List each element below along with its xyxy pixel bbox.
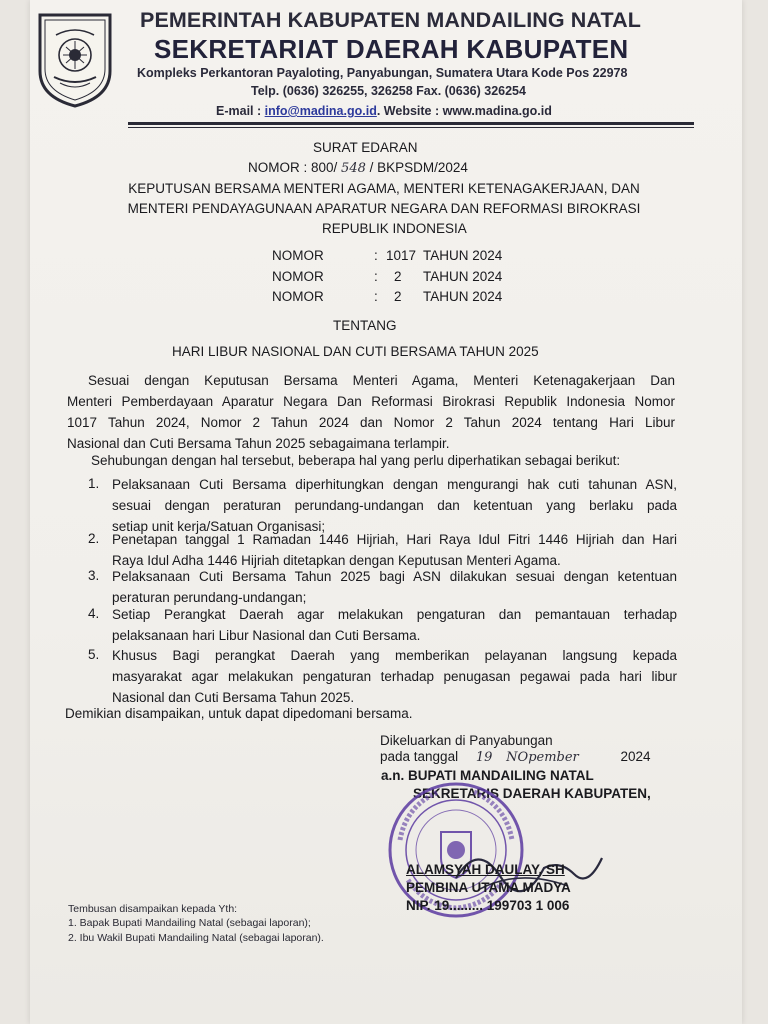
number-separator: : bbox=[374, 269, 378, 284]
number-value: 2 bbox=[394, 289, 402, 304]
number-year: TAHUN 2024 bbox=[423, 248, 503, 263]
decision-title-line3: REPUBLIK INDONESIA bbox=[322, 221, 467, 236]
letterhead-contacts: E-mail : info@madina.go.id. Website : www.madina.go.id bbox=[216, 104, 552, 118]
list-item-number: 1. bbox=[88, 476, 100, 491]
list-item-number: 3. bbox=[88, 568, 100, 583]
cc-item: 1. Bapak Bupati Mandailing Natal (sebagai laporan); bbox=[68, 917, 311, 929]
issued-day-handwritten: 19 bbox=[475, 750, 493, 765]
number-separator: : bbox=[374, 289, 378, 304]
email-link[interactable]: info@madina.go.id bbox=[264, 104, 377, 118]
letterhead-rule-thin bbox=[128, 127, 694, 128]
website-label: Website : bbox=[383, 104, 440, 118]
cc-title: Tembusan disampaikan kepada Yth: bbox=[68, 903, 238, 915]
document-number: NOMOR : 800/ 548 / BKPSDM/2024 bbox=[248, 160, 468, 176]
paragraph-considerations: Sehubungan dengan hal tersebut, beberapa hal yang perlu diperhatikan sebagai berikut: bbox=[91, 453, 621, 468]
paragraph-intro: Sesuai dengan Keputusan Bersama Menteri Agama, Menteri Ketenagakerjaan Dan Menteri Pemberdayaan Aparatur Negara Dan Reformasi Birokrasi Republik Indonesia Nomor 1017 Tahun 2024, Nomor 2 Tahun 2024 dan Nomor 2 Tahun 2024 tentang Hari Libur Nasional dan Cuti Bersama Tahun 2025 sebagaimana terlampir. bbox=[67, 373, 675, 451]
list-item: Pelaksanaan Cuti Bersama diperhitungkan dengan mengurangi hak cuti tahunan ASN, sesuai dengan peraturan perundang-undangan dan ketentuan yang berlaku pada setiap unit kerja/Satuan Organisasi; bbox=[112, 477, 677, 534]
number-separator: : bbox=[374, 248, 378, 263]
signer-rank: PEMBINA UTAMA MADYA bbox=[406, 880, 571, 895]
subject-heading: HARI LIBUR NASIONAL DAN CUTI BERSAMA TAHUN 2025 bbox=[172, 344, 539, 359]
document-number-handwritten: 548 bbox=[341, 161, 366, 176]
list-item: Khusus Bagi perangkat Daerah yang memberikan pelayanan langsung kepada masyarakat agar melakukan pengaturan terhadap penugasan pegawai pada hari libur Nasional dan Cuti Bersama Tahun 2025. bbox=[112, 648, 677, 705]
number-label: NOMOR bbox=[272, 269, 324, 284]
signer-nip: NIP. 19......... 199703 1 006 bbox=[406, 898, 570, 913]
letterhead-secretariat: SEKRETARIAT DAERAH KABUPATEN bbox=[154, 34, 629, 64]
on-behalf-of: a.n. BUPATI MANDAILING NATAL bbox=[381, 768, 594, 783]
list-item-number: 5. bbox=[88, 647, 100, 662]
letterhead-address: Kompleks Perkantoran Payaloting, Panyabungan, Sumatera Utara Kode Pos 22978 bbox=[137, 66, 628, 80]
closing-sentence: Demikian disampaikan, untuk dapat dipedomani bersama. bbox=[65, 706, 413, 721]
number-value: 1017 bbox=[386, 248, 417, 263]
list-item: Setiap Perangkat Daerah agar melakukan pengaturan dan pemantauan terhadap pelaksanaan hari Libur Nasional dan Cuti Bersama. bbox=[112, 607, 677, 643]
document-title: SURAT EDARAN bbox=[313, 140, 418, 155]
decision-title-line1: KEPUTUSAN BERSAMA MENTERI AGAMA, MENTERI KETENAGAKERJAAN, DAN bbox=[128, 181, 640, 196]
list-item: Penetapan tanggal 1 Ramadan 1446 Hijriah, Hari Raya Idul Fitri 1446 Hijriah dan Hari Raya Idul Adha 1446 Hijriah ditetapkan dengan Keputusan Menteri Agama. bbox=[112, 532, 677, 568]
number-year: TAHUN 2024 bbox=[423, 289, 503, 304]
list-item: Pelaksanaan Cuti Bersama Tahun 2025 bagi ASN dilakukan sesuai dengan ketentuan peraturan perundang-undangan; bbox=[112, 569, 677, 605]
issued-month-handwritten: NOpember bbox=[506, 750, 579, 765]
decision-title-line2: MENTERI PENDAYAGUNAAN APARATUR NEGARA DAN REFORMASI BIROKRASI bbox=[127, 201, 641, 216]
website-link[interactable]: www.madina.go.id bbox=[442, 104, 552, 118]
signer-position: SEKRETARIS DAERAH KABUPATEN, bbox=[413, 786, 651, 801]
regency-emblem-icon bbox=[36, 11, 114, 109]
number-year: TAHUN 2024 bbox=[423, 269, 503, 284]
cc-item: 2. Ibu Wakil Bupati Mandailing Natal (sebagai laporan). bbox=[68, 932, 324, 944]
letterhead-rule-thick bbox=[128, 122, 694, 125]
email-label: E-mail : bbox=[216, 104, 262, 118]
number-label: NOMOR bbox=[272, 289, 324, 304]
number-label: NOMOR bbox=[272, 248, 324, 263]
letterhead-phone: Telp. (0636) 326255, 326258 Fax. (0636) 326254 bbox=[251, 84, 526, 98]
issued-date: pada tanggal 19 NOpember 2024 bbox=[380, 749, 651, 765]
issued-place: Dikeluarkan di Panyabungan bbox=[380, 733, 553, 748]
signer-name: ALAMSYAH DAULAY, SH bbox=[406, 862, 565, 877]
number-value: 2 bbox=[394, 269, 402, 284]
list-item-number: 4. bbox=[88, 606, 100, 621]
about-heading: TENTANG bbox=[333, 318, 397, 333]
list-item-number: 2. bbox=[88, 531, 100, 546]
letterhead-government: PEMERINTAH KABUPATEN MANDAILING NATAL bbox=[140, 8, 641, 32]
